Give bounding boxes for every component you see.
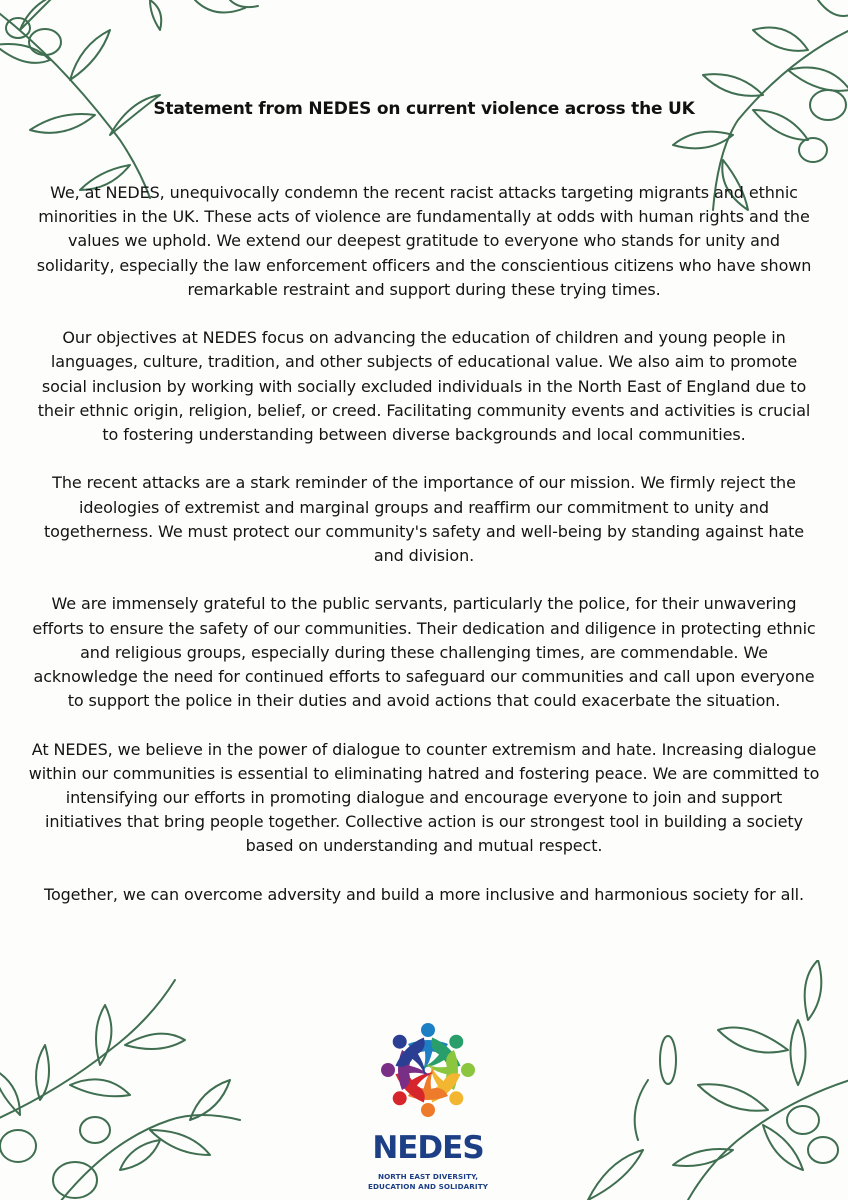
statement-body [28,181,820,931]
paragraph: At NEDES, we believe in the power of dialogue to counter extremism and hate. Increasing dialogue within our communities is essential to eliminating hatred and fostering peace. We are committed to intensifying our efforts in promoting dialogue and encourage everyone to join and support initiatives that bring people together. Collective action is our strongest tool in building a society based on understanding and mutual respect. [28,739,820,856]
page-title: Statement from NEDES on current violence across the UK [153,99,695,119]
paragraph: Together, we can overcome adversity and build a more inclusive and harmonious society for all. [43,884,805,904]
nedes-logo [344,1012,512,1200]
people-circle-icon [378,1020,478,1120]
paragraph: The recent attacks are a stark reminder of the importance of our mission. We firmly reject the ideologies of extremist and marginal groups and reaffirm our commitment to unity and togetherness. We must protect our community's safety and well-being by standing against hate and division. [44,473,804,566]
olive-branch-icon [548,960,848,1200]
logo-tagline-line: EDUCATION AND SOLIDARITY [367,1181,489,1191]
paragraph: We are immensely grateful to the public servants, particularly the police, for their unwavering efforts to ensure the safety of our communities. Their dedication and diligence in protecting ethnic and religious groups, especially during these challenging times, are commendable. We acknowledge the need for continued efforts to safeguard our communities and call upon everyone to support the police in their duties and avoid actions that could exacerbate the situation. [32,594,816,711]
paragraph: We, at NEDES, unequivocally condemn the recent racist attacks targeting migrants and ethnic minorities in the UK. These acts of violence are fundamentally at odds with human rights and the values we uphold. We extend our deepest gratitude to everyone who stands for unity and solidarity, especially the law enforcement officers and the conscientious citizens who have shown remarkable restraint and support during these trying times. [36,183,812,299]
logo-tagline [344,1172,512,1191]
paragraph: Our objectives at NEDES focus on advancing the education of children and young people in languages, culture, tradition, and other subjects of educational value. We also aim to promote social inclusion by working with socially excluded individuals in the North East of England due to their ethnic origin, religion, belief, or creed. Facilitating community events and activities is crucial to fostering understanding between diverse backgrounds and local communities. [37,328,811,445]
olive-branch-icon [0,970,280,1200]
logo-name: NEDES [372,1130,484,1166]
logo-tagline-line: NORTH EAST DIVERSITY, [377,1172,479,1181]
